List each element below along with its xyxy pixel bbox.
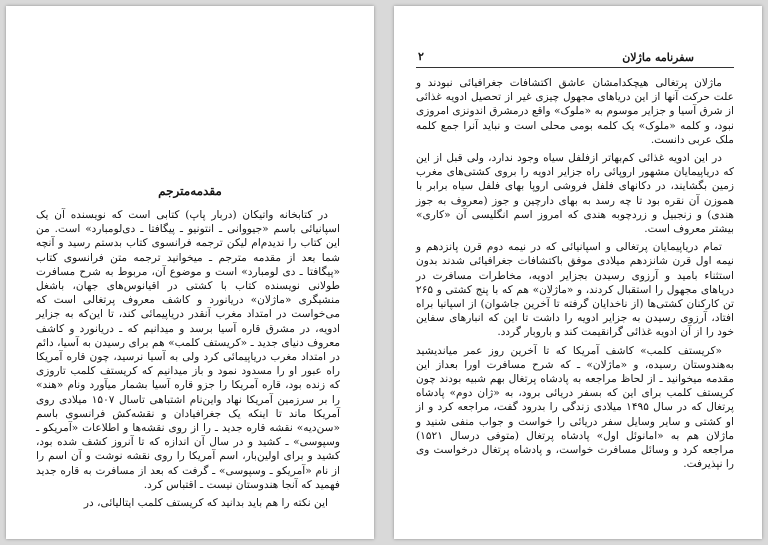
right-page [394, 6, 762, 539]
paragraph: «کریستف کلمب» کاشف آمریکا که تا آخرین روز عمر میاندیشید به‌هندوستان رسیده، و «ماژلان» ـ که شرح مسافرت اورا بعداز این مقدمه میخوانید ـ از لحاظ مراجعه به پادشاه پرتغال بهم شبیه بودند چون کریستف کلمب برای این که بسفر دریائی برود، به «ژان دوم» پادشاه پرتغال که در سال ۱۴۹۵ میلادی زندگی را بدرود گفت، مراجعه کرد و از او کشتی و سایر وسایل سفر دریائی را خواست و جواب منفی شنید و ماژلان هم به «امانوئل اول» پادشاه پرتغال (متوفی درسال ۱۵۲۱) مراجعه کرد و وسائل مسافرت خواست، و پادشاه پرتغال درخواست وی را نپذیرفت. [416, 344, 734, 471]
paragraph: ماژلان پرتغالی هیچکدامشان عاشق اکتشافات جغرافیائی نبودند و علت حرکت آنها از این دریاهای مجهول چیزی غیر از تحصیل ادویه غذائی از شرق آسیا و جزایر موسوم به «ملوک» واقع درمشرق اندونزی امروزی نبود، و کلمه «ملوک» یک کلمه بومی محلی است و نباید آنرا جمع کلمه ملک عربی دانست. [416, 77, 734, 146]
preface-title: مقدمه‌مترجم [158, 184, 222, 198]
page-number: ۲ [418, 50, 424, 63]
paragraph: در کتابخانه واتیکان (دربار پاپ) کتابی است که نویسنده آن یک اسپانیائی باسم «جیووانی ـ انتونیو ـ پیگافتا ـ دی‌لومبارد» است. من این کتاب را ندیدم‌ام لیکن ترجمه فرانسوی کتاب بدستم رسید و آنچه شما بعد از مقدمه مترجم ـ میخوانید ترجمه متن فرانسوی کتاب «پیگافتا ـ دی لومبارد» است و موضوع آن، مربوط به شرح مسافرت طولانی نویسنده کتاب با کشتی در اقیانوس‌های جهان، باشغل منشیگری «ماژلان» دریانورد و کاشف معروف پرتغالی است که می‌خواست در امتداد مغرب آنقدر دریاپیمائی کند، تا این‌که به جزایر ادویه، در مشرق قاره آسیا برسد و میدانیم که ـ دریانورد و کاشف معروف دنیای جدید ـ «کریستف کلمب» هم برای رسیدن به آسیا، دائم در امتداد مغرب دریاپیمائی کرد ولی به آسیا نرسید، چون قاره آمریکا راه عبور او را مسدود نمود و باز میدانیم که کریستف کلمب تاروزی که زنده بود، قاره آمریکا را جزو قاره آسیا بشمار میآورد ونام «هند» را بر سرزمین آمریکا نهاد واین‌نام اشتباهی تاسال ۱۵۰۷ میلادی روی آمریکا ماند تا اینکه یک جغرافیادان و نقشه‌کش فرانسوی باسم «سن‌دیه» نقشه قاره جدید ـ را از روی نقشه‌ها و اطلاعات «آمریکو ـ وسپوسی» ـ کشید و در سال آن اندازه که تا آنروز کشف شده بود، کشید و برای اولین‌بار، اسم آمریکا را روی نقشه نوشت و آن اسم را از نام «آمریکو ـ وسپوسی» ـ گرفت که بعد از مسافرت به قاره جدید فهمید که آنجا هندوستان نیست ـ اقتباس کرد. [36, 209, 340, 491]
left-page [6, 6, 374, 539]
running-head-title: سفرنامه ماژلان [622, 51, 694, 64]
paragraph: در این ادویه غذائی کم‌بهاتر ازفلفل سیاه وجود ندارد، ولی قبل از این که دریاپیمایان مشهور اروپائی راه جزایر ادویه را بروی کشتی‌های مغرب زمین بگشایند، در دکانهای فلفل فروشی اروپا بهای فلفل سیاه برابر با هموزن آن نقره بود تا چه رسد به بهای دارچین و جوز (معروف به جوز هندی) و زنجبیل و زردچوبه هندی که امروز اسم انگلیسی آن «کاری» بیشتر معروف است. [416, 152, 734, 236]
paragraph: این نکته را هم باید بدانید که کریستف کلمب ایتالیائی، در [83, 497, 328, 510]
paragraph: تمام دریاپیمایان پرتغالی و اسپانیائی که در نیمه دوم قرن پانزدهم و نیمه اول قرن شانزدهم میلادی موفق باکتشافات جغرافیائی شدند بدون استثناء بامید و آرزوی رسیدن بجزایر ادویه، مخاطرات مسافرت در دریاهای مجهول را استقبال کردند، و «ماژلان» هم که با پنج کشتی و ۲۶۵ تن کارکنان کشتی‌ها (از ناخدایان گرفته تا آخرین جاشوان) از اسپانیا براه افتاد، آرزوی رسیدن به جزایر ادویه را داشت تا این که انبارهای سفاین خود را از آن ادویه غذائی گرانقیمت کند و باروبار گردد. [416, 241, 734, 339]
running-head [416, 51, 734, 68]
left-page-body [36, 208, 340, 514]
right-page-body [416, 76, 734, 475]
